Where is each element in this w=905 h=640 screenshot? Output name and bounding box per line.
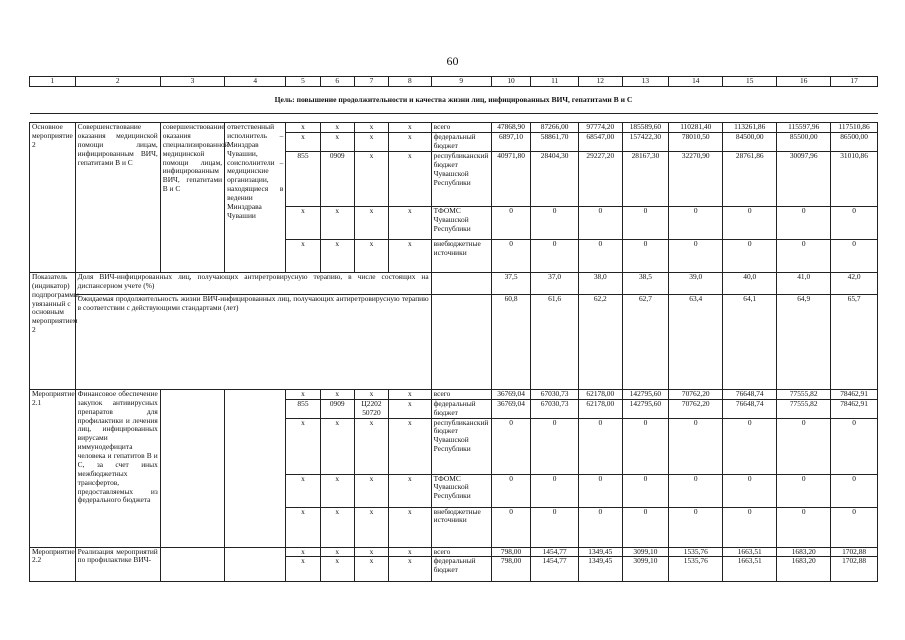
indicator-value: 39,0 xyxy=(669,272,723,294)
cell-amount: 0 xyxy=(531,418,579,474)
cell-amount: 117510,86 xyxy=(831,123,878,133)
cell-amount: 76648,74 xyxy=(723,389,777,399)
cell-funding-source: федеральный бюджет xyxy=(431,132,491,151)
col-header: 4 xyxy=(225,77,286,87)
cell-target-article: x xyxy=(354,206,388,239)
cell-funding-source: всего xyxy=(431,547,491,557)
cell-amount: 0 xyxy=(579,418,623,474)
cell-section: x xyxy=(320,418,354,474)
cell-section: x xyxy=(320,557,354,582)
indicator-row xyxy=(30,294,878,389)
cell-amount: 0 xyxy=(622,239,669,272)
budget-table xyxy=(29,76,878,582)
cell-funding-source: федеральный бюджет xyxy=(431,557,491,582)
cell-expense-group: x xyxy=(389,474,432,507)
col-header: 6 xyxy=(320,77,354,87)
cell-amount: 0 xyxy=(669,507,723,547)
col-header: 17 xyxy=(831,77,878,87)
cell-amount: 1454,77 xyxy=(531,547,579,557)
indicator-value: 64,1 xyxy=(723,294,777,389)
indicator-label: Показатель (индикатор) подпрограммы, увязанный с основным мероприятием 2 xyxy=(30,272,76,389)
cell-amount: 0 xyxy=(622,206,669,239)
cell-amount: 58861,70 xyxy=(531,132,579,151)
cell-amount: 76648,74 xyxy=(723,399,777,418)
cell-expense-group: x xyxy=(389,399,432,418)
cell-amount: 0 xyxy=(669,474,723,507)
cell-amount: 0 xyxy=(579,474,623,507)
cell-amount: 1683,20 xyxy=(777,557,831,582)
cell-amount: 0 xyxy=(723,418,777,474)
table-row xyxy=(30,389,878,399)
cell-grbs: x xyxy=(286,206,320,239)
cell-amount: 40971,80 xyxy=(491,151,530,206)
activity-name: Реализация мероприятий по профилактике ВИЧ- xyxy=(75,547,160,582)
activity-number: Мероприятие 2.1 xyxy=(30,389,76,547)
table-row xyxy=(30,123,878,133)
cell-amount: 78462,91 xyxy=(831,389,878,399)
cell-amount: 0 xyxy=(831,418,878,474)
cell-amount: 142795,60 xyxy=(622,399,669,418)
cell-amount: 0 xyxy=(622,418,669,474)
indicator-value: 41,0 xyxy=(777,272,831,294)
cell-target-article: x xyxy=(354,474,388,507)
cell-target-article: x xyxy=(354,389,388,399)
indicator-value: 38,5 xyxy=(622,272,669,294)
cell-amount: 0 xyxy=(491,507,530,547)
indicator-value: 64,9 xyxy=(777,294,831,389)
indicator-value: 42,0 xyxy=(831,272,878,294)
cell-amount: 0 xyxy=(777,418,831,474)
col-header: 8 xyxy=(389,77,432,87)
col-header: 15 xyxy=(723,77,777,87)
indicator-value: 60,8 xyxy=(491,294,530,389)
cell-section: x xyxy=(320,389,354,399)
cell-amount: 0 xyxy=(622,474,669,507)
cell-section: x xyxy=(320,507,354,547)
goal-text: Цель: повышение продолжительности и качества жизни лиц, инфицированных ВИЧ, гепатитами В и С xyxy=(30,87,878,114)
cell-amount: 0 xyxy=(669,206,723,239)
cell-expense-group: x xyxy=(389,132,432,151)
cell-amount: 110281,40 xyxy=(669,123,723,133)
cell-amount: 0 xyxy=(831,474,878,507)
col-header: 11 xyxy=(531,77,579,87)
cell-target-article: x xyxy=(354,132,388,151)
cell-grbs: 855 xyxy=(286,151,320,206)
cell-amount: 1454,77 xyxy=(531,557,579,582)
col-header: 14 xyxy=(669,77,723,87)
cell-amount: 67030,73 xyxy=(531,389,579,399)
cell-grbs: x xyxy=(286,557,320,582)
cell-amount: 77555,82 xyxy=(777,389,831,399)
cell-amount: 28761,86 xyxy=(723,151,777,206)
budget-table-container xyxy=(29,76,878,582)
cell-amount: 67030,73 xyxy=(531,399,579,418)
cell-amount: 68547,00 xyxy=(579,132,623,151)
cell-amount: 0 xyxy=(831,206,878,239)
cell-amount: 0 xyxy=(531,507,579,547)
cell-expense-group: x xyxy=(389,206,432,239)
cell-target-article: Ц2202 50720 xyxy=(354,399,388,418)
cell-amount: 0 xyxy=(723,206,777,239)
cell-amount: 0 xyxy=(491,474,530,507)
cell-amount: 36769,04 xyxy=(491,389,530,399)
cell-expense-group: x xyxy=(389,507,432,547)
cell-amount: 1702,88 xyxy=(831,557,878,582)
col-header: 7 xyxy=(354,77,388,87)
cell-funding-source: всего xyxy=(431,389,491,399)
cell-section: x xyxy=(320,239,354,272)
indicator-value: 38,0 xyxy=(579,272,623,294)
cell-amount: 0 xyxy=(777,507,831,547)
cell-section: x xyxy=(320,547,354,557)
cell-amount: 28167,30 xyxy=(622,151,669,206)
cell-amount: 32270,90 xyxy=(669,151,723,206)
cell-section: x xyxy=(320,132,354,151)
activity-executors: ответственный исполнитель – Минздрав Чувашии, соисполнители – медицинские организации, находящиеся в ведении Минздрава Чувашии xyxy=(225,123,286,273)
cell-grbs: x xyxy=(286,123,320,133)
cell-amount: 0 xyxy=(531,239,579,272)
cell-amount: 0 xyxy=(531,206,579,239)
cell-grbs: x xyxy=(286,239,320,272)
cell-amount: 30097,96 xyxy=(777,151,831,206)
cell-target-article: x xyxy=(354,418,388,474)
cell-amount: 0 xyxy=(723,474,777,507)
indicator-text: Доля ВИЧ-инфицированных лиц, получающих антиретровирусную терапию, в числе состоящих на диспансерном учете (%) xyxy=(75,272,431,294)
cell-amount: 798,00 xyxy=(491,557,530,582)
cell-amount: 0 xyxy=(491,418,530,474)
cell-expense-group: x xyxy=(389,151,432,206)
cell-amount: 1535,76 xyxy=(669,557,723,582)
cell-amount: 97774,20 xyxy=(579,123,623,133)
col-header: 13 xyxy=(622,77,669,87)
cell-amount: 1683,20 xyxy=(777,547,831,557)
activity-number: Мероприятие 2.2 xyxy=(30,547,76,582)
cell-amount: 29227,20 xyxy=(579,151,623,206)
cell-section: 0909 xyxy=(320,151,354,206)
cell-target-article: x xyxy=(354,239,388,272)
activity-name: Совершенствование оказания медицинской помощи лицам, инфицированным ВИЧ, гепатитами В и С xyxy=(75,123,160,273)
cell-amount: 142795,60 xyxy=(622,389,669,399)
col-header: 1 xyxy=(30,77,76,87)
cell-amount: 0 xyxy=(579,239,623,272)
cell-amount: 62178,00 xyxy=(579,389,623,399)
goal-row xyxy=(30,87,878,114)
page-number: 60 xyxy=(446,54,459,68)
cell-amount: 1702,88 xyxy=(831,547,878,557)
cell-funding-source: республиканский бюджет Чувашской Республики xyxy=(431,418,491,474)
cell-amount: 0 xyxy=(777,239,831,272)
indicator-value: 62,7 xyxy=(622,294,669,389)
cell-amount: 0 xyxy=(831,239,878,272)
cell-amount: 36769,04 xyxy=(491,399,530,418)
activity-task: совершенствование оказания специализированной медицинской помощи лицам, инфицированным ВИЧ, гепатитами В и С xyxy=(160,123,224,273)
cell-grbs: x xyxy=(286,474,320,507)
cell-amount: 1535,76 xyxy=(669,547,723,557)
col-header: 9 xyxy=(431,77,491,87)
cell-amount: 62178,00 xyxy=(579,399,623,418)
cell-grbs: x xyxy=(286,418,320,474)
cell-amount: 87266,00 xyxy=(531,123,579,133)
cell-amount: 28404,30 xyxy=(531,151,579,206)
cell-amount: 1349,45 xyxy=(579,557,623,582)
cell-amount: 113261,86 xyxy=(723,123,777,133)
indicator-value: 61,6 xyxy=(531,294,579,389)
cell-target-article: x xyxy=(354,507,388,547)
cell-funding-source: внебюджетные источники xyxy=(431,507,491,547)
cell-amount: 0 xyxy=(723,239,777,272)
cell-amount: 0 xyxy=(579,507,623,547)
cell-grbs: x xyxy=(286,507,320,547)
cell-amount: 0 xyxy=(777,474,831,507)
col-header: 2 xyxy=(75,77,160,87)
cell-amount: 85500,00 xyxy=(777,132,831,151)
column-number-row xyxy=(30,77,878,87)
cell-amount: 185589,60 xyxy=(622,123,669,133)
indicator-value: 65,7 xyxy=(831,294,878,389)
cell-amount: 47868,90 xyxy=(491,123,530,133)
cell-funding-source: ТФОМС Чувашской Республики xyxy=(431,206,491,239)
cell-amount: 1663,51 xyxy=(723,557,777,582)
cell-amount: 70762,20 xyxy=(669,399,723,418)
cell-amount: 0 xyxy=(531,474,579,507)
cell-expense-group: x xyxy=(389,239,432,272)
cell-section: x xyxy=(320,474,354,507)
cell-amount: 86500,00 xyxy=(831,132,878,151)
cell-amount: 0 xyxy=(831,507,878,547)
cell-grbs: 855 xyxy=(286,399,320,418)
cell-amount: 0 xyxy=(669,418,723,474)
cell-target-article: x xyxy=(354,547,388,557)
cell-amount: 0 xyxy=(491,239,530,272)
indicator-value: 63,4 xyxy=(669,294,723,389)
cell-amount: 77555,82 xyxy=(777,399,831,418)
cell-amount: 0 xyxy=(723,507,777,547)
cell-amount: 115597,96 xyxy=(777,123,831,133)
cell-funding-source: республиканский бюджет Чувашской Республики xyxy=(431,151,491,206)
cell-section: 0909 xyxy=(320,399,354,418)
cell-amount: 1663,51 xyxy=(723,547,777,557)
cell-funding-source: внебюджетные источники xyxy=(431,239,491,272)
cell-amount: 3099,10 xyxy=(622,557,669,582)
cell-target-article: x xyxy=(354,557,388,582)
cell-target-article: x xyxy=(354,123,388,133)
cell-amount: 0 xyxy=(491,206,530,239)
activity-name: Финансовое обеспечение закупок антивирусных препаратов для профилактики и лечения лиц, инфицированных вирусами иммунодефицита человека и гепатитов В и С, за счет иных межбюджетных трансфертов, предоставляемых из федерального бюджета xyxy=(75,389,160,547)
cell-expense-group: x xyxy=(389,123,432,133)
col-header: 10 xyxy=(491,77,530,87)
cell-amount: 0 xyxy=(777,206,831,239)
cell-amount: 78462,91 xyxy=(831,399,878,418)
cell-amount: 798,00 xyxy=(491,547,530,557)
cell-expense-group: x xyxy=(389,547,432,557)
cell-amount: 78010,50 xyxy=(669,132,723,151)
cell-amount: 84500,00 xyxy=(723,132,777,151)
cell-funding-source: ТФОМС Чувашской Республики xyxy=(431,474,491,507)
cell-amount: 31010,86 xyxy=(831,151,878,206)
cell-amount: 0 xyxy=(622,507,669,547)
cell-section: x xyxy=(320,206,354,239)
col-header: 16 xyxy=(777,77,831,87)
cell-amount: 157422,30 xyxy=(622,132,669,151)
cell-funding-source: федеральный бюджет xyxy=(431,399,491,418)
cell-amount: 0 xyxy=(669,239,723,272)
indicator-value: 62,2 xyxy=(579,294,623,389)
indicator-value: 37,5 xyxy=(491,272,530,294)
cell-target-article: x xyxy=(354,151,388,206)
cell-amount: 1349,45 xyxy=(579,547,623,557)
cell-grbs: x xyxy=(286,547,320,557)
cell-amount: 0 xyxy=(579,206,623,239)
indicator-text: Ожидаемая продолжительность жизни ВИЧ-инфицированных лиц, получающих антиретровирусную терапию в соответствии с действующими стандартами (лет) xyxy=(75,294,431,389)
indicator-value: 37,0 xyxy=(531,272,579,294)
cell-expense-group: x xyxy=(389,557,432,582)
activity-number: Основное мероприятие 2 xyxy=(30,123,76,273)
col-header: 3 xyxy=(160,77,224,87)
cell-funding-source: всего xyxy=(431,123,491,133)
indicator-value: 40,0 xyxy=(723,272,777,294)
cell-expense-group: x xyxy=(389,389,432,399)
indicator-row xyxy=(30,272,878,294)
cell-grbs: x xyxy=(286,132,320,151)
col-header: 5 xyxy=(286,77,320,87)
cell-amount: 70762,20 xyxy=(669,389,723,399)
cell-grbs: x xyxy=(286,389,320,399)
cell-amount: 3099,10 xyxy=(622,547,669,557)
cell-section: x xyxy=(320,123,354,133)
cell-expense-group: x xyxy=(389,418,432,474)
col-header: 12 xyxy=(579,77,623,87)
cell-amount: 6897,10 xyxy=(491,132,530,151)
